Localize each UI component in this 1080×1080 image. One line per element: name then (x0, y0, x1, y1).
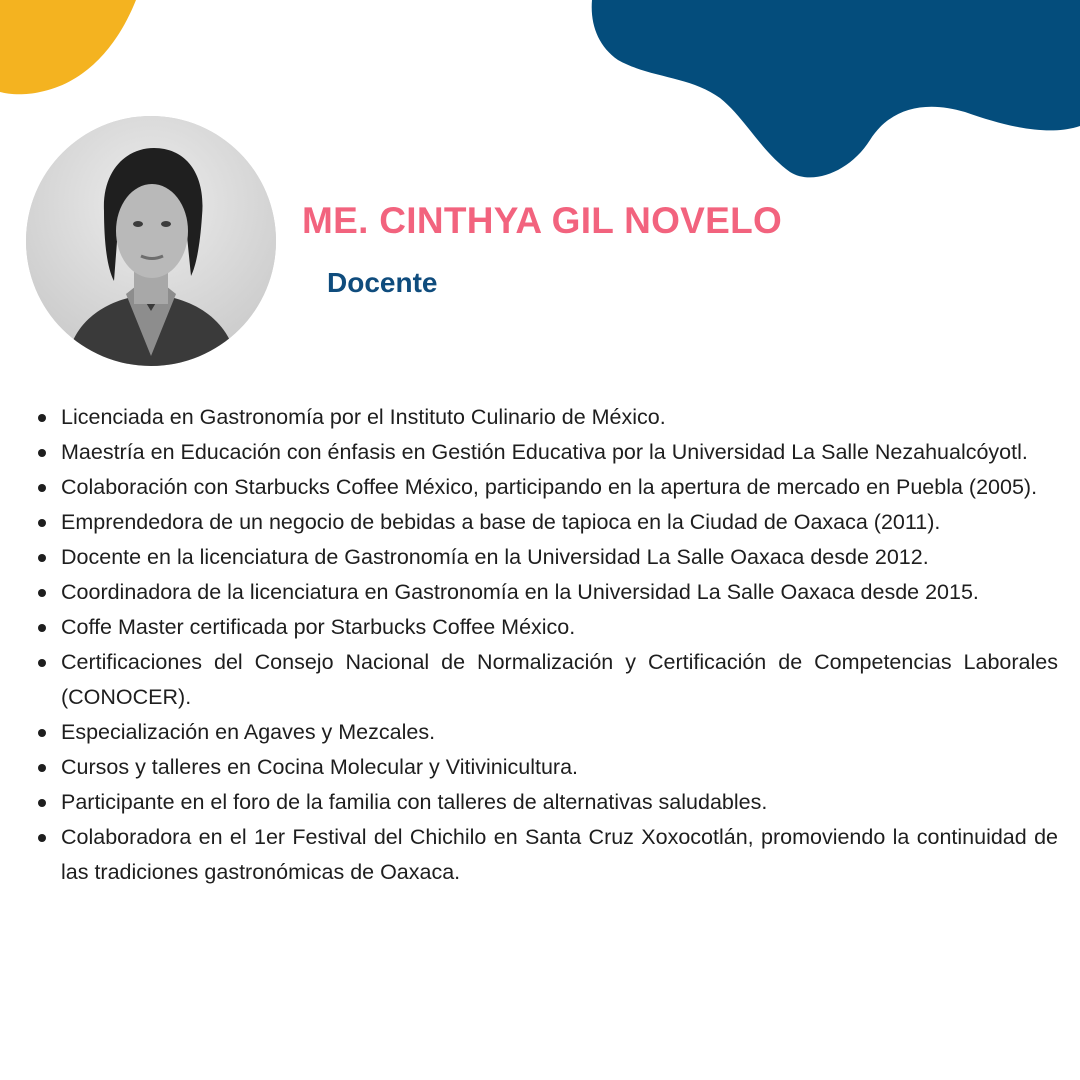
bio-item-text: Docente en la licenciatura de Gastronomía en la Universidad La Salle Oaxaca desde 2012. (61, 545, 929, 569)
list-item (28, 785, 1058, 820)
list-item (28, 715, 1058, 750)
list-item (28, 470, 1058, 505)
bullet-icon (38, 764, 46, 772)
bio-item-text: Participante en el foro de la familia con talleres de alternativas saludables. (61, 790, 768, 814)
bullet-icon (38, 589, 46, 597)
bio-item-text: Cursos y talleres en Cocina Molecular y Vitivinicultura. (61, 755, 579, 779)
bio-item-text: Licenciada en Gastronomía por el Instituto Culinario de México. (61, 405, 666, 429)
bullet-icon (38, 834, 46, 842)
bullet-icon (38, 799, 46, 807)
bullet-icon (38, 519, 46, 527)
list-item (28, 435, 1058, 470)
bullet-icon (38, 554, 46, 562)
list-item (28, 645, 1058, 715)
bullet-icon (38, 449, 46, 457)
list-item (28, 540, 1058, 575)
bullet-icon (38, 729, 46, 737)
bio-list (28, 400, 1058, 890)
yellow-blob-shape (0, 0, 136, 94)
list-item (28, 750, 1058, 785)
bio-item-text: Especialización en Agaves y Mezcales. (61, 720, 436, 744)
bio-item-text: Certificaciones del Consejo Nacional de Normalización y Certificación de Competencias Laborales (CONOCER). (61, 650, 1058, 709)
bio-item-text: Colaboradora en el 1er Festival del Chichilo en Santa Cruz Xoxocotlán, promoviendo la continuidad de las tradiciones gastronómicas de Oaxaca. (61, 825, 1058, 884)
bullet-icon (38, 484, 46, 492)
list-item (28, 820, 1058, 890)
list-item (28, 400, 1058, 435)
list-item (28, 505, 1058, 540)
list-item (28, 575, 1058, 610)
bio-item-text: Coordinadora de la licenciatura en Gastronomía en la Universidad La Salle Oaxaca desde 2015. (61, 580, 979, 604)
bullet-icon (38, 414, 46, 422)
list-item (28, 610, 1058, 645)
bio-item-text: Coffe Master certificada por Starbucks Coffee México. (61, 615, 576, 639)
profile-role: Docente (327, 267, 438, 298)
bio-item-text: Colaboración con Starbucks Coffee México, participando en la apertura de mercado en Puebla (2005). (61, 475, 1038, 499)
bio-item-text: Emprendedora de un negocio de bebidas a base de tapioca en la Ciudad de Oaxaca (2011). (61, 510, 941, 534)
bullet-icon (38, 659, 46, 667)
profile-photo (26, 116, 276, 366)
blue-blob-shape (592, 0, 1080, 177)
profile-name: ME. CINTHYA GIL NOVELO (302, 200, 783, 241)
bullet-icon (38, 624, 46, 632)
person-portrait-icon (26, 116, 276, 366)
bio-item-text: Maestría en Educación con énfasis en Gestión Educativa por la Universidad La Salle Nezahualcóyotl. (61, 440, 1028, 464)
